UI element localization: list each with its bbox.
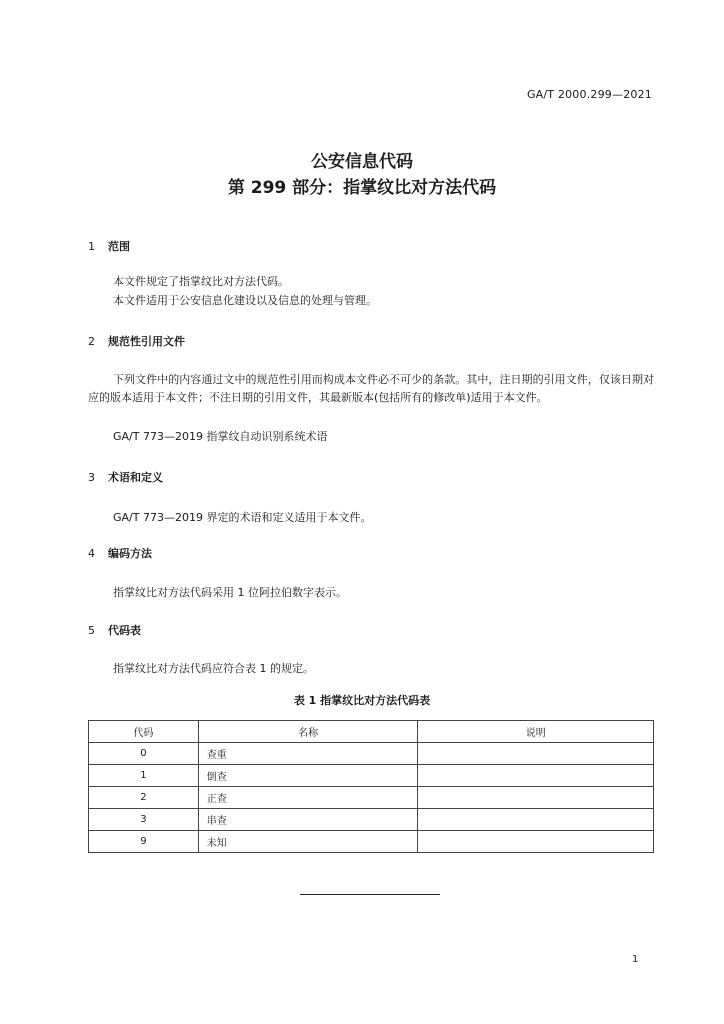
cell-name: 未知 xyxy=(198,831,418,853)
table-header-row xyxy=(89,721,654,743)
cell-note xyxy=(418,765,654,787)
cell-code: 0 xyxy=(89,743,199,765)
column-header-name: 名称 xyxy=(198,721,418,743)
cell-code: 3 xyxy=(89,809,199,831)
cell-name: 查重 xyxy=(198,743,418,765)
title-subtitle: 第 299 部分：指掌纹比对方法代码 xyxy=(227,178,497,198)
page-number: 1 xyxy=(632,954,639,965)
code-table xyxy=(88,720,654,853)
table-row xyxy=(89,743,654,765)
table-row xyxy=(89,787,654,809)
table-caption: 表 1 指掌纹比对方法代码表 xyxy=(293,694,431,707)
section-2-paragraph: 下列文件中的内容通过文中的规范性引用而构成本文件必不可少的条款。其中，注日期的引用文件，仅该日期对应的版本适用于本文件；不注日期的引用文件，其最新版本(包括所有的修改单)适用于本文件。 xyxy=(88,373,654,404)
section-title: 代码表 xyxy=(108,624,141,637)
section-5-heading xyxy=(88,622,141,638)
section-1-paragraph: 本文件规定了指掌纹比对方法代码。 xyxy=(113,275,289,288)
section-number: 4 xyxy=(88,547,95,560)
section-4-heading xyxy=(88,545,152,561)
cell-note xyxy=(418,787,654,809)
section-1-paragraph: 本文件适用于公安信息化建设以及信息的处理与管理。 xyxy=(113,294,377,307)
cell-code: 2 xyxy=(89,787,199,809)
section-title: 术语和定义 xyxy=(108,471,163,484)
table-row xyxy=(89,831,654,853)
table-row xyxy=(89,809,654,831)
cell-note xyxy=(418,743,654,765)
section-title: 范围 xyxy=(108,240,130,253)
cell-name: 串查 xyxy=(198,809,418,831)
section-2-heading xyxy=(88,333,185,349)
section-1-heading xyxy=(88,238,130,254)
section-5-paragraph: 指掌纹比对方法代码应符合表 1 的规定。 xyxy=(113,662,314,675)
section-number: 1 xyxy=(88,240,95,253)
normative-reference: GA/T 773—2019 指掌纹自动识别系统术语 xyxy=(113,430,328,443)
section-title: 编码方法 xyxy=(108,547,152,560)
section-3-heading xyxy=(88,469,163,485)
section-number: 3 xyxy=(88,471,95,484)
section-title: 规范性引用文件 xyxy=(108,335,185,348)
section-number: 5 xyxy=(88,624,95,637)
cell-code: 1 xyxy=(89,765,199,787)
section-3-paragraph: GA/T 773—2019 界定的术语和定义适用于本文件。 xyxy=(113,511,372,524)
cell-note xyxy=(418,831,654,853)
cell-code: 9 xyxy=(89,831,199,853)
standard-number: GA/T 2000.299—2021 xyxy=(526,88,652,101)
column-header-code: 代码 xyxy=(89,721,199,743)
title-main: 公安信息代码 xyxy=(311,152,413,172)
cell-note xyxy=(418,809,654,831)
column-header-note: 说明 xyxy=(418,721,654,743)
section-number: 2 xyxy=(88,335,95,348)
document-title xyxy=(0,150,724,200)
cell-name: 倒查 xyxy=(198,765,418,787)
section-4-paragraph: 指掌纹比对方法代码采用 1 位阿拉伯数字表示。 xyxy=(113,586,347,599)
cell-name: 正查 xyxy=(198,787,418,809)
table-row xyxy=(89,765,654,787)
end-of-document-rule xyxy=(300,894,440,895)
